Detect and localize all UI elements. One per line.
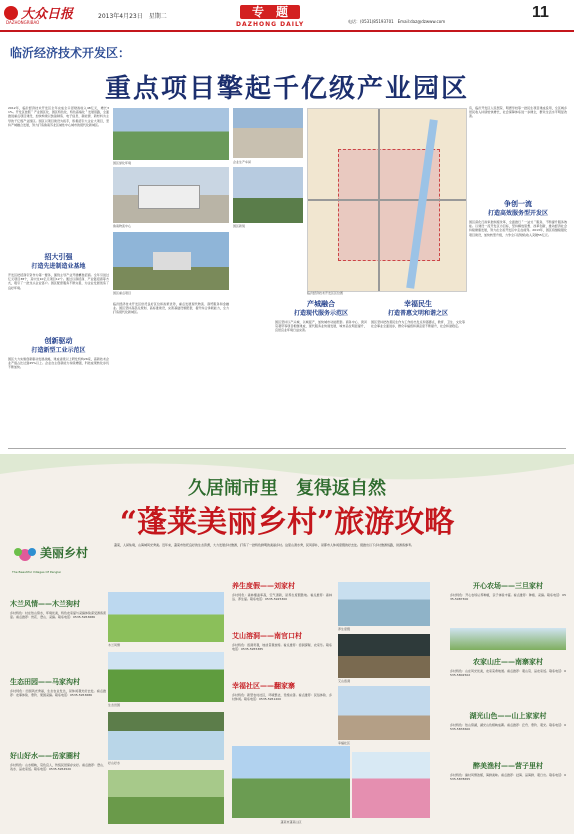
photo-flowers	[352, 752, 430, 818]
photo-resort	[338, 582, 430, 626]
contact-info: 电话：(0531)85193701 Email:daz@dzwww.com	[348, 19, 446, 24]
paper-name: 大众日报	[21, 7, 74, 22]
spot-title: 好山好水——岳家圈村	[10, 752, 80, 760]
photo-caption: 园区重点项目	[113, 291, 132, 295]
spot-title: 艾山溶洞——南官口村	[232, 632, 302, 640]
photo-caption: 好山好水	[108, 761, 121, 765]
spot-title: 养生度假——刘家村	[232, 582, 295, 590]
masthead	[0, 0, 574, 30]
photo-waterfall	[108, 712, 224, 760]
logo-emblem-icon	[4, 6, 18, 20]
flower-logo-icon	[10, 540, 40, 570]
photo-community	[338, 686, 430, 740]
travel-kicker: 久居闹市里 复得返自然	[188, 478, 386, 499]
section-body: 园区深化行政审批制度改革，全面推行＂一站式＂服务，不断提升服务效能。以建设一流开发区为目标，坚持解放思想、改革创新，推动经济社会持续健康发展，努力在全省开发区中走在前列。2013年，园区将继续强化项目建设，加快转型升级，力争全口径财政收入突破55亿元。	[469, 220, 567, 237]
photo-caption: 园区新貌	[233, 224, 246, 228]
photo-caption: 生态田园	[108, 703, 121, 707]
logo-text-en: The Beautiful Villages Of Penglai	[12, 570, 61, 574]
photo-caption: 鲁南物流中心	[113, 224, 132, 228]
section-subheading: 打造普惠文明和谐之区	[387, 310, 448, 317]
masthead-rule	[0, 30, 574, 32]
section-heading: 争创一流	[504, 200, 532, 208]
spot-body: 乡村特色：依山傍湖，湖光山色相映成趣。看点推荐：泛舟、垂钓、观光。联系电话：0535-5833600	[450, 723, 566, 732]
photo-logistics-center	[113, 167, 229, 223]
spot-title: 木兰风情——木兰狗村	[10, 600, 80, 608]
section-body: 园区大力实施创新驱动发展战略，建成省级以上研发机构26家，高新技术企业产值占比达到45%以上。企业自主创新能力持续增强，科技成果转化步伐不断加快。	[8, 357, 109, 370]
spot-body: 乡村特色：溶洞奇观，地质景观独特。看点推荐：溶洞探秘、农家乐。联系电话：0535-5955385	[232, 643, 332, 652]
photo-caption: 蓬莱市蓬莱山区	[280, 820, 302, 824]
story-headline: 重点项目擎起千亿级产业园区	[104, 74, 469, 104]
spot-body: 乡村特色：新型农村社区，环境整洁，设施完善。看点推荐：民俗体验、乡村休闲。联系电话：0535-5951200	[232, 693, 332, 702]
photo-mulan	[108, 592, 224, 642]
spot-body: 乡村特色：开心农场认养种植，亲子体验丰富。看点推荐：种植、采摘。联系电话：0535-5987300	[450, 593, 566, 602]
page-number: 11	[532, 4, 549, 21]
travel-intro: 蓬莱，人间仙境，山海城风光秀美。近年来，蓬莱市依托良好的生态资源，大力发展乡村旅游，打造了一批特色鲜明的美丽乡村。这里山清水秀，民风淳朴，是都市人休闲度假的好去处。现推出以下乡村旅游线路，供游客参考。	[114, 543, 415, 547]
photo-caption: 木兰风情	[108, 643, 121, 647]
section-heading: 招大引强	[44, 253, 73, 261]
spot-body: 乡村特色：森林覆盖率高，空气清新，是养生度假胜地。看点推荐：森林浴、养生宴。联系电话：0535-5925300	[232, 593, 332, 602]
spot-body: 乡村特色：村庄依山傍水，环境优美，特色农家宴与采摘体验深受游客喜爱。看点推荐：赏花、登山、采摘。联系电话：0535-5953686	[10, 611, 106, 620]
photo-buildings	[233, 167, 303, 223]
section-heading: 创新驱动	[44, 337, 73, 345]
penglai-logo	[10, 540, 100, 580]
photo-caption: 园区绿化环境	[113, 161, 132, 165]
section-heading: 幸福民生	[404, 300, 432, 308]
photo-penglai-hills	[232, 746, 350, 818]
issue-date: 2013年4月23日 星期二	[98, 13, 167, 20]
photo-cave	[338, 634, 430, 678]
section-body: 园区坚持把改善民生作为工作的出发点和落脚点，教育、卫生、文化等社会事业全面进步，群众幸福感和满意度不断提升，社会和谐稳定。	[371, 320, 465, 329]
spot-body: 乡村特色：山水相映，景色宜人，传统民居保存完好。看点推荐：登山、戏水、品农家饭。联系电话：0535-5954520	[10, 763, 106, 772]
spot-title: 生态田园——马家沟村	[10, 678, 80, 686]
spot-body: 乡村特色：田园风光秀丽，生态农业发达，是休闲观光好去处。看点推荐：农事体验、垂钓、果园采摘。联系电话：0535-5953686	[10, 689, 106, 698]
spot-body: 乡村特色：渔村风情浓郁，海鲜美味。看点推荐：赶海、品海鲜、观日出。联系电话：0535-5878655	[450, 773, 566, 782]
photo-green-park	[113, 108, 229, 160]
photo-farm	[450, 628, 566, 650]
section-label: 专 题	[240, 5, 300, 19]
spot-body: 乡村特色：山庄风光优美，农家菜肴地道。看点推荐：观山景、品农家饭。联系电话：0535-5802502	[450, 669, 566, 678]
section-body: 临沂经济技术开发区依托良好区位和政策优势，重点发展现代物流、商贸服务和金融业。园区坚持高起点规划、高标准建设，完善基础设施配套，提升综合承载能力，全力打造现代化新城区。	[113, 302, 229, 315]
section-subheading: 打造现代服务示范区	[293, 310, 348, 317]
photo-project-site	[113, 232, 229, 290]
spot-title: 醉美渔村——营子里村	[473, 762, 543, 770]
travel-headline: “蓬莱美丽乡村”旅游攻略	[119, 505, 455, 540]
photo-caption: 幸福社区	[338, 741, 351, 745]
section-label-en: DAZHONG DAILY	[236, 21, 305, 28]
photo-fields	[108, 652, 224, 702]
section-divider	[8, 448, 566, 449]
section-heading: 产城融合	[307, 300, 335, 308]
spot-title: 幸福社区——翻家寨	[232, 682, 295, 690]
spot-title: 农家山庄——南寨家村	[473, 658, 543, 666]
photo-caption: 企业生产车间	[233, 160, 252, 164]
paper-name-en: DAZHONGRIBAO	[6, 20, 40, 25]
district-map	[307, 108, 467, 292]
section-body: 园区坚持以产兴城、以城促产，加快城市功能配套。商务中心、滨河景观带等项目相继建成，现代服务业快速发展，城市品位明显提升，宜居宜业环境日益完善。	[275, 320, 367, 333]
section-subheading: 打造先进制造业基地	[31, 263, 86, 270]
newspaper-logo	[4, 3, 84, 25]
story-intro: 2012年，临沂经济技术开发区全年完成全口径财政收入48亿元，增长31%。开发区按照＂产业园区化、园区特色化、特色高端化＂发展思路，全面推进重点项目建设，加快构建以装备制造、电子信息、新能源、新材料为主导的千亿级产业园区。园区以项目建设为抓手，积极招引大企业大项目，坚持产城融合发展，努力打造鲁南苏北区域性中心城市的现代化新城区。	[8, 106, 109, 127]
photo-caption: 艾山溶洞	[338, 679, 351, 683]
logo-text: 美丽乡村	[40, 546, 89, 560]
story-kicker: 临沂经济技术开发区：	[10, 46, 131, 60]
spot-title: 开心农场——三旦家村	[473, 582, 543, 590]
spot-title: 湖光山色——山上家家村	[469, 712, 547, 720]
section-body: 有，临沂开发区人民医院、明德学校等一批民生项目建成投用，全区城乡居民收入持续较快增长，社会保障体系进一步健全，群众生活水平明显改善。	[469, 106, 567, 119]
photo-caption: 养生度假	[338, 627, 351, 631]
photo-factory	[233, 108, 303, 158]
section-subheading: 打造新型工业示范区	[31, 347, 86, 354]
photo-mountain	[108, 770, 224, 824]
map-caption: 临沂经济技术开发区区位图	[307, 291, 344, 295]
section-body: 开发区把招商引资作为第一要务，围绕主导产业开展精准招商。全年引进过亿元项目38个，其中过10亿元项目12个。通过以商招商、产业链招商等方式，吸引了一批龙头企业落户。园区配套服务不断完善，为企业发展创造了良好环境。	[8, 273, 109, 290]
section-subheading: 打造高效服务型开发区	[487, 210, 548, 217]
